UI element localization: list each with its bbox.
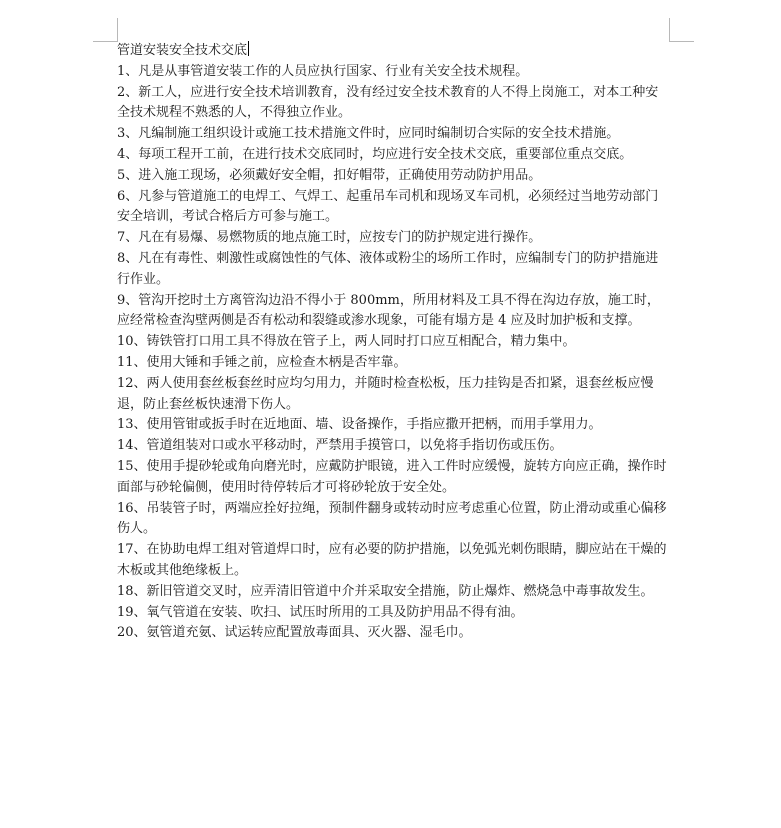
paragraph-item-2: 2、新工人，应进行安全技术培训教育，没有经过安全技术教育的人不得上岗施工，对本工种安全技术规程不熟悉的人，不得独立作业。	[117, 84, 659, 121]
document-title: 管道安装安全技术交底	[117, 43, 248, 58]
paragraph-item-3: 3、凡编制施工组织设计或施工技术措施文件时，应同时编制切合实际的安全技术措施。	[117, 126, 620, 142]
page-corner-mark-top-right	[669, 41, 694, 42]
paragraph-item-19: 19、氧气管道在安装、吹扫、试压时所用的工具及防护用品不得有油。	[117, 604, 524, 620]
page-corner-mark-top-right	[669, 18, 670, 42]
document-title-line	[117, 41, 671, 62]
paragraph-item-4: 4、每项工程开工前，在进行技术交底同时，均应进行安全技术交底，重要部位重点交底。	[117, 146, 633, 162]
paragraph-item-15: 15、使用手提砂轮或角向磨光时，应戴防护眼镜，进入工件时应缓慢，旋转方向应正确，操作时面部与砂轮偏侧，使用时待停转后才可将砂轮放于安全处。	[117, 458, 667, 495]
page-corner-mark-top-left	[93, 41, 118, 42]
paragraph-item-9: 9、管沟开挖时土方离管沟边沿不得小于 800mm，所用材料及工具不得在沟边存放，施工时，应经常检查沟壁两侧是否有松动和裂缝或渗水现象，可能有塌方是 4 应及时加护板和支撑。	[117, 292, 660, 329]
paragraph-item-20: 20、氨管道充氨、试运转应配置放毒面具、灭火器、湿毛巾。	[117, 625, 472, 641]
paragraph-item-12: 12、两人使用套丝板套丝时应均匀用力，并随时检查松板，压力挂钩是否扣紧，退套丝板应慢退，防止套丝板快速滑下伤人。	[117, 375, 654, 412]
text-cursor	[248, 41, 249, 56]
paragraph-item-7: 7、凡在有易爆、易燃物质的地点施工时，应按专门的防护规定进行操作。	[117, 230, 542, 246]
document-body[interactable]	[117, 41, 671, 644]
paragraph-item-6: 6、凡参与管道施工的电焊工、气焊工、起重吊车司机和现场叉车司机，必须经过当地劳动部门安全培训，考试合格后方可参与施工。	[117, 188, 659, 225]
paragraph-item-17: 17、在协助电焊工组对管道焊口时，应有必要的防护措施，以免弧光刺伤眼睛，脚应站在干燥的木板或其他绝缘板上。	[117, 542, 667, 578]
paragraph-item-16: 16、吊装管子时，两端应拴好拉绳，预制件翻身或转动时应考虑重心位置，防止滑动或重心偏移伤人。	[117, 500, 667, 537]
paragraph-item-8: 8、凡在有毒性、刺激性或腐蚀性的气体、液体或粉尘的场所工作时，应编制专门的防护措施进行作业。	[117, 250, 659, 287]
paragraph-item-11: 11、使用大锤和手锤之前，应检查木柄是否牢靠。	[117, 354, 407, 370]
paragraph-item-10: 10、铸铁管打口用工具不得放在管子上，两人同时打口应互相配合，精力集中。	[117, 334, 576, 350]
paragraph-item-13: 13、使用管钳或扳手时在近地面、墙、设备操作，手指应撒开把柄，而用手掌用力。	[117, 417, 602, 433]
paragraph-item-14: 14、管道组装对口或水平移动时，严禁用手摸管口，以免将手指切伤或压伤。	[117, 438, 563, 454]
page-corner-mark-top-left	[117, 18, 118, 42]
paragraph-item-1: 1、凡是从事管道安装工作的人员应执行国家、行业有关安全技术规程。	[117, 63, 529, 79]
paragraph-item-18: 18、新旧管道交叉时，应弄清旧管道中介并采取安全措施，防止爆炸、燃烧急中毒事故发生。	[117, 583, 654, 599]
paragraph-item-5: 5、进入施工现场，必须戴好安全帽，扣好帽带，正确使用劳动防护用品。	[117, 167, 542, 183]
